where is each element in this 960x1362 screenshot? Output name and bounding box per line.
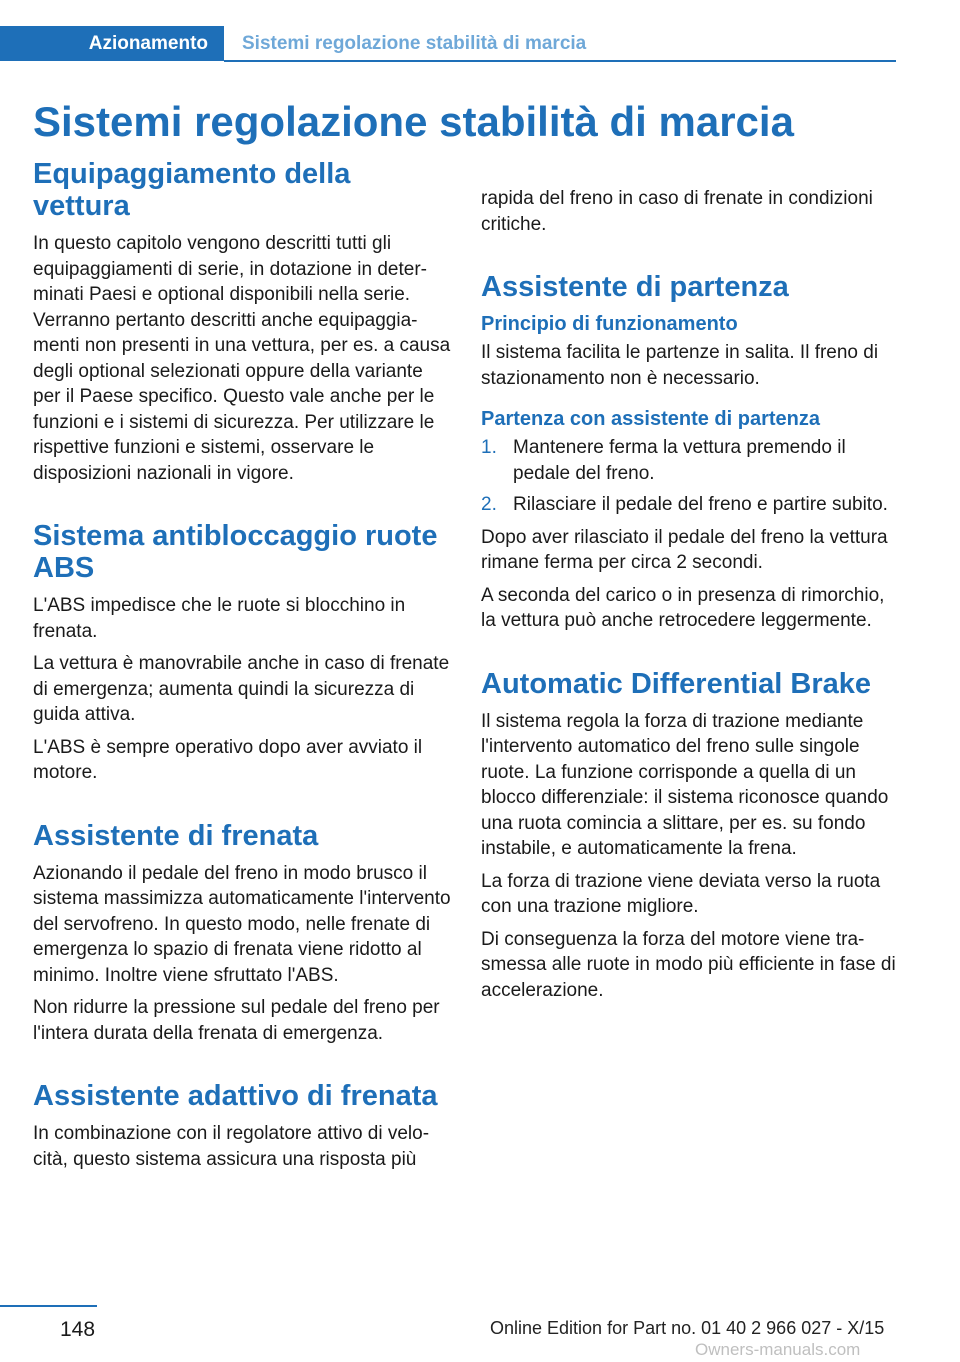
running-section-title: Sistemi regolazione stabilità di marcia [242,32,587,54]
paragraph: In questo capitolo vengono descritti tutti gli equipaggiamenti di serie, in dotazione in determinati Paesi e optional disponibili nella serie. Verranno pertanto descritti anche equipaggiamenti non presenti in una vettura, per es. a causa degli optional selezionati oppure della variante per il Paese specifico. Questo vale anche per le funzioni e i sistemi di sicurezza. Per utilizzare le rispettive funzioni e sistemi, osservare le disposizioni nazionali in vigore. [33,233,451,484]
paragraph: Non ridurre la pressione sul pedale del freno per l'intera durata della frenata di emergenza. [33,997,440,1044]
list-item [481,435,899,486]
steps-list [481,435,899,518]
watermark: Owners-manuals.com [695,1340,861,1359]
paragraph: La forza di trazione viene deviata verso la ruota con una trazione migliore. [481,870,881,917]
paragraph: rapida del freno in caso di frenate in condizioni critiche. [481,188,873,235]
paragraph: L'ABS impedisce che le ruote si blocchino in frenata. [33,595,406,642]
subheading-partenza: Partenza con assistente di partenza [481,408,821,430]
paragraph: La vettura è manovrabile anche in caso di frenate di emergenza; aumenta quindi la sicurezza di guida attiva. [33,653,450,725]
paragraph: A seconda del carico o in presenza di rimorchio, la vettura può anche retrocedere leggermente. [481,584,885,631]
paragraph: Il sistema facilita le partenze in salita. Il freno di stazionamento non è necessario. [481,342,879,389]
heading-assistente-partenza: Assistente di partenza [481,271,789,303]
subheading-principio: Principio di funzionamento [481,313,738,335]
heading-abs: Sistema antibloccaggio ruote ABS [33,520,438,584]
heading-assistente-adattivo: Assistente adattivo di frenata [33,1080,438,1112]
edition-info: Online Edition for Part no. 01 40 2 966 027 - X/15 [490,1318,885,1338]
heading-equipaggiamento: Equipaggiamento della vettura [33,158,351,222]
chapter-tab: Azionamento [0,26,224,61]
heading-assistente-frenata: Assistente di frenata [33,819,319,852]
list-item [481,492,899,518]
step-number: 2. [481,494,497,515]
step-number: 1. [481,437,497,458]
right-column [481,158,899,1010]
page-title: Sistemi regolazione stabilità di marcia [33,98,794,145]
header-divider [224,60,896,62]
heading-adb: Automatic Differential Brake [481,667,871,700]
paragraph: Il sistema regola la forza di trazione mediante l'intervento automatico del freno sulle singole ruote. La funzione corrisponde a quella di un blocco differenziale: il sistema riconosce quando una ruota comincia a slittare, per es. su fondo instabile, e automaticamente la frena. [481,710,889,859]
paragraph: Dopo aver rilasciato il pedale del freno la vettura rimane ferma per circa 2 secondi. [481,526,888,573]
step-text: Rilasciare il pedale del freno e partire subito. [513,494,888,515]
left-column [33,158,451,1179]
paragraph: Di conseguenza la forza del motore viene trasmessa alle ruote in modo più efficiente in fase di accelerazione. [481,928,896,1001]
step-text: Mantenere ferma la vettura premendo il pedale del freno. [513,437,846,484]
paragraph: L'ABS è sempre operativo dopo aver avviato il motore. [33,736,423,783]
footer-divider [0,1305,97,1307]
paragraph: In combinazione con il regolatore attivo di velocità, questo sistema assicura una risposta più [33,1123,430,1170]
page-number: 148 [60,1318,96,1341]
paragraph: Azionando il pedale del freno in modo brusco il sistema massimizza automaticamente l'intervento del servofreno. In questo modo, nelle frenate di emergenza lo spazio di frenata viene ridotto al minimo. Inoltre viene sfruttato l'ABS. [33,862,451,986]
